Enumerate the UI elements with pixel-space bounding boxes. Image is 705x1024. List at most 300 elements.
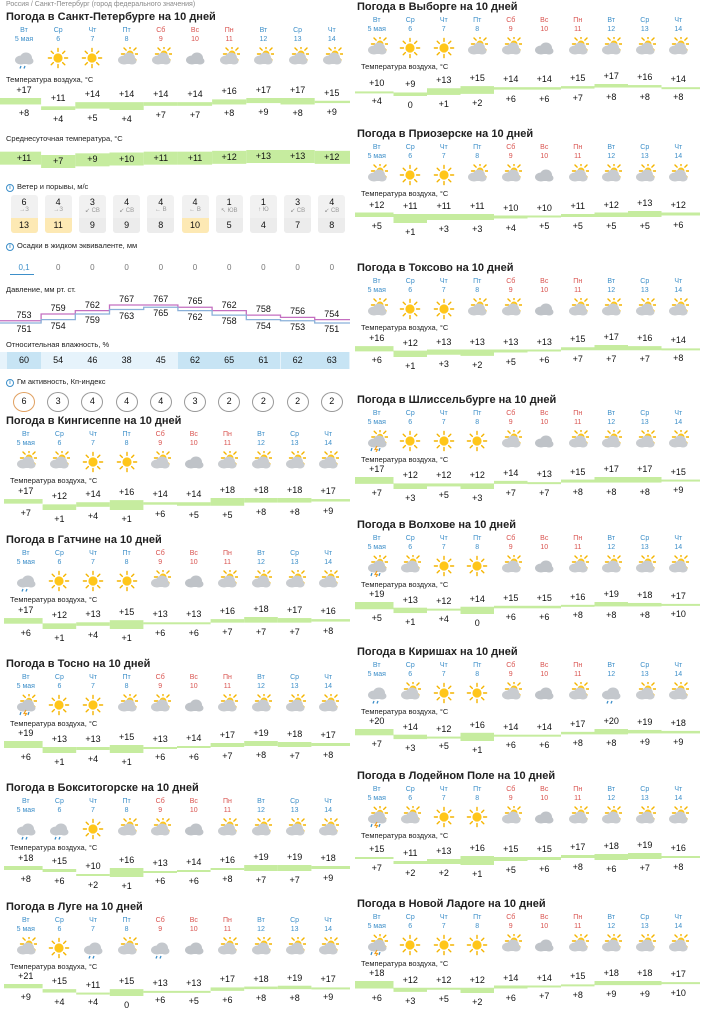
sun-icon[interactable] [48, 570, 70, 592]
day-column-header[interactable] [393, 143, 427, 161]
day-column-header[interactable] [628, 143, 662, 161]
day-column-header[interactable] [628, 409, 662, 427]
info-icon[interactable]: i [6, 243, 14, 251]
sun-icon[interactable] [466, 555, 488, 577]
sun-icon[interactable] [399, 934, 421, 956]
day-column-header[interactable] [460, 785, 494, 803]
sun-icon[interactable] [48, 937, 70, 959]
sun-icon[interactable] [81, 47, 103, 69]
day-column-header[interactable] [212, 26, 246, 44]
partly-cloudy-icon[interactable] [500, 934, 522, 956]
partly-cloudy-icon[interactable] [116, 818, 138, 840]
day-column-header[interactable] [311, 916, 345, 934]
storm-icon[interactable] [15, 694, 37, 716]
rain-cloud-icon[interactable] [82, 937, 104, 959]
day-column-header[interactable] [527, 143, 561, 161]
day-column-header[interactable] [143, 916, 177, 934]
partly-cloudy-icon[interactable] [500, 682, 522, 704]
partly-cloudy-icon[interactable] [399, 555, 421, 577]
day-column-header[interactable] [244, 549, 278, 567]
day-column-header[interactable] [628, 16, 662, 34]
partly-cloudy-icon[interactable] [15, 451, 37, 473]
partly-cloudy-icon[interactable] [600, 806, 622, 828]
day-column-header[interactable] [177, 673, 211, 691]
partly-cloudy-icon[interactable] [567, 298, 589, 320]
partly-cloudy-icon[interactable] [284, 570, 306, 592]
day-column-header[interactable] [628, 913, 662, 931]
partly-cloudy-icon[interactable] [399, 682, 421, 704]
cloud-icon[interactable] [533, 298, 555, 320]
cloud-icon[interactable] [183, 818, 205, 840]
partly-cloudy-icon[interactable] [567, 682, 589, 704]
day-column-header[interactable] [110, 916, 144, 934]
day-column-header[interactable] [360, 16, 394, 34]
geomagnetic-index[interactable]: 4 [150, 392, 172, 412]
day-column-header[interactable] [427, 409, 461, 427]
partly-cloudy-icon[interactable] [216, 937, 238, 959]
wind-cell[interactable] [113, 195, 140, 233]
city-title-link[interactable]: Погода в Киришах на 10 дней [357, 646, 518, 658]
day-column-header[interactable] [278, 673, 312, 691]
day-column-header[interactable] [177, 797, 211, 815]
sun-icon[interactable] [47, 47, 69, 69]
day-column-header[interactable] [393, 277, 427, 295]
city-title-link[interactable]: Погода в Гатчине на 10 дней [6, 534, 162, 546]
day-column-header[interactable] [210, 673, 244, 691]
day-column-header[interactable] [561, 277, 595, 295]
day-column-header[interactable] [76, 430, 110, 448]
partly-cloudy-icon[interactable] [284, 451, 306, 473]
day-column-header[interactable] [427, 785, 461, 803]
sun-icon[interactable] [433, 555, 455, 577]
rain-cloud-icon[interactable] [15, 818, 37, 840]
day-column-header[interactable] [460, 534, 494, 552]
sun-icon[interactable] [433, 806, 455, 828]
day-column-header[interactable] [143, 797, 177, 815]
partly-cloudy-icon[interactable] [317, 937, 339, 959]
partly-cloudy-icon[interactable] [250, 694, 272, 716]
partly-cloudy-icon[interactable] [252, 47, 274, 69]
day-column-header[interactable] [427, 913, 461, 931]
day-column-header[interactable] [360, 661, 394, 679]
partly-cloudy-icon[interactable] [466, 37, 488, 59]
day-column-header[interactable] [9, 797, 43, 815]
partly-cloudy-icon[interactable] [500, 298, 522, 320]
city-title-link[interactable]: Погода в Санкт-Петербурге на 10 дней [6, 11, 216, 23]
rain-cloud-icon[interactable] [149, 937, 171, 959]
day-column-header[interactable] [210, 549, 244, 567]
partly-cloudy-icon[interactable] [634, 164, 656, 186]
partly-cloudy-icon[interactable] [634, 555, 656, 577]
day-column-header[interactable] [360, 913, 394, 931]
rain-cloud-icon[interactable] [600, 682, 622, 704]
day-column-header[interactable] [315, 26, 349, 44]
day-column-header[interactable] [527, 16, 561, 34]
day-column-header[interactable] [393, 913, 427, 931]
rain-cloud-icon[interactable] [48, 818, 70, 840]
sun-icon[interactable] [433, 430, 455, 452]
day-column-header[interactable] [460, 277, 494, 295]
city-title-link[interactable]: Погода в Волхове на 10 дней [357, 519, 516, 531]
day-column-header[interactable] [494, 661, 528, 679]
partly-cloudy-icon[interactable] [317, 694, 339, 716]
day-column-header[interactable] [76, 797, 110, 815]
day-column-header[interactable] [661, 143, 695, 161]
partly-cloudy-icon[interactable] [116, 937, 138, 959]
sun-icon[interactable] [399, 430, 421, 452]
cloud-icon[interactable] [533, 430, 555, 452]
sun-icon[interactable] [433, 682, 455, 704]
day-column-header[interactable] [661, 913, 695, 931]
city-title-link[interactable]: Погода в Кингисеппе на 10 дней [6, 415, 182, 427]
partly-cloudy-icon[interactable] [287, 47, 309, 69]
day-column-header[interactable] [76, 673, 110, 691]
day-column-header[interactable] [527, 785, 561, 803]
breadcrumb[interactable]: Россия / Санкт-Петербург (город федерального значения) [6, 1, 196, 8]
partly-cloudy-icon[interactable] [317, 451, 339, 473]
partly-cloudy-icon[interactable] [634, 430, 656, 452]
city-title-link[interactable]: Погода в Луге на 10 дней [6, 901, 143, 913]
geomagnetic-index[interactable]: 2 [218, 392, 240, 412]
partly-cloudy-icon[interactable] [667, 164, 689, 186]
day-column-header[interactable] [177, 916, 211, 934]
partly-cloudy-icon[interactable] [321, 47, 343, 69]
sun-icon[interactable] [433, 934, 455, 956]
partly-cloudy-icon[interactable] [116, 47, 138, 69]
city-title-link[interactable]: Погода в Новой Ладоге на 10 дней [357, 898, 546, 910]
partly-cloudy-icon[interactable] [667, 682, 689, 704]
day-column-header[interactable] [360, 534, 394, 552]
partly-cloudy-icon[interactable] [317, 818, 339, 840]
day-column-header[interactable] [628, 785, 662, 803]
day-column-header[interactable] [244, 916, 278, 934]
wind-cell[interactable] [45, 195, 72, 233]
day-column-header[interactable] [628, 661, 662, 679]
day-column-header[interactable] [561, 143, 595, 161]
partly-cloudy-icon[interactable] [216, 694, 238, 716]
cloud-icon[interactable] [184, 47, 206, 69]
geomagnetic-index[interactable]: 4 [81, 392, 103, 412]
day-column-header[interactable] [527, 913, 561, 931]
day-column-header[interactable] [561, 785, 595, 803]
day-column-header[interactable] [427, 534, 461, 552]
city-title-link[interactable]: Погода в Тосно на 10 дней [6, 658, 151, 670]
info-icon[interactable]: i [6, 184, 14, 192]
city-title-link[interactable]: Погода в Выборге на 10 дней [357, 1, 518, 13]
partly-cloudy-icon[interactable] [116, 694, 138, 716]
city-title-link[interactable]: Погода в Шлиссельбурге на 10 дней [357, 394, 557, 406]
partly-cloudy-icon[interactable] [250, 818, 272, 840]
day-column-header[interactable] [144, 26, 178, 44]
partly-cloudy-icon[interactable] [284, 937, 306, 959]
partly-cloudy-icon[interactable] [216, 451, 238, 473]
sun-icon[interactable] [82, 451, 104, 473]
partly-cloudy-icon[interactable] [567, 430, 589, 452]
day-column-header[interactable] [594, 16, 628, 34]
storm-icon[interactable] [366, 555, 388, 577]
day-column-header[interactable] [661, 16, 695, 34]
partly-cloudy-icon[interactable] [284, 694, 306, 716]
cloud-icon[interactable] [533, 555, 555, 577]
partly-cloudy-icon[interactable] [600, 555, 622, 577]
day-column-header[interactable] [427, 143, 461, 161]
geomagnetic-index[interactable]: 2 [287, 392, 309, 412]
cloud-icon[interactable] [183, 451, 205, 473]
partly-cloudy-icon[interactable] [567, 934, 589, 956]
day-column-header[interactable] [244, 797, 278, 815]
day-column-header[interactable] [9, 549, 43, 567]
city-title-link[interactable]: Погода в Бокситогорске на 10 дней [6, 782, 199, 794]
day-column-header[interactable] [246, 26, 280, 44]
partly-cloudy-icon[interactable] [250, 937, 272, 959]
day-column-header[interactable] [311, 797, 345, 815]
partly-cloudy-icon[interactable] [250, 451, 272, 473]
rain-cloud-icon[interactable] [13, 47, 35, 69]
cloud-icon[interactable] [533, 806, 555, 828]
day-column-header[interactable] [76, 916, 110, 934]
partly-cloudy-icon[interactable] [634, 37, 656, 59]
day-column-header[interactable] [110, 549, 144, 567]
wind-cell[interactable] [284, 195, 311, 233]
wind-cell[interactable] [216, 195, 243, 233]
day-column-header[interactable] [42, 430, 76, 448]
partly-cloudy-icon[interactable] [500, 806, 522, 828]
day-column-header[interactable] [460, 661, 494, 679]
day-column-header[interactable] [661, 534, 695, 552]
storm-icon[interactable] [366, 430, 388, 452]
day-column-header[interactable] [561, 661, 595, 679]
partly-cloudy-icon[interactable] [667, 430, 689, 452]
partly-cloudy-icon[interactable] [600, 37, 622, 59]
partly-cloudy-icon[interactable] [149, 694, 171, 716]
partly-cloudy-icon[interactable] [216, 818, 238, 840]
info-icon[interactable]: i [6, 379, 14, 387]
day-column-header[interactable] [41, 26, 75, 44]
day-column-header[interactable] [393, 661, 427, 679]
partly-cloudy-icon[interactable] [500, 430, 522, 452]
geomagnetic-index[interactable]: 3 [184, 392, 206, 412]
day-column-header[interactable] [311, 673, 345, 691]
wind-cell[interactable] [79, 195, 106, 233]
day-column-header[interactable] [7, 26, 41, 44]
partly-cloudy-icon[interactable] [149, 451, 171, 473]
wind-cell[interactable] [182, 195, 209, 233]
day-column-header[interactable] [178, 26, 212, 44]
day-column-header[interactable] [527, 277, 561, 295]
partly-cloudy-icon[interactable] [667, 806, 689, 828]
day-column-header[interactable] [527, 661, 561, 679]
day-column-header[interactable] [561, 534, 595, 552]
day-column-header[interactable] [110, 430, 144, 448]
day-column-header[interactable] [661, 661, 695, 679]
partly-cloudy-icon[interactable] [667, 934, 689, 956]
sun-icon[interactable] [116, 451, 138, 473]
day-column-header[interactable] [210, 916, 244, 934]
day-column-header[interactable] [661, 409, 695, 427]
day-column-header[interactable] [494, 534, 528, 552]
day-column-header[interactable] [360, 143, 394, 161]
day-column-header[interactable] [278, 797, 312, 815]
day-column-header[interactable] [460, 409, 494, 427]
day-column-header[interactable] [594, 785, 628, 803]
partly-cloudy-icon[interactable] [634, 934, 656, 956]
geomagnetic-index[interactable]: 6 [13, 392, 35, 412]
cloud-icon[interactable] [533, 682, 555, 704]
partly-cloudy-icon[interactable] [634, 298, 656, 320]
geomagnetic-index[interactable]: 4 [116, 392, 138, 412]
day-column-header[interactable] [75, 26, 109, 44]
day-column-header[interactable] [9, 430, 43, 448]
sun-icon[interactable] [399, 298, 421, 320]
day-column-header[interactable] [244, 673, 278, 691]
rain-cloud-icon[interactable] [15, 570, 37, 592]
day-column-header[interactable] [494, 785, 528, 803]
day-column-header[interactable] [110, 26, 144, 44]
day-column-header[interactable] [661, 785, 695, 803]
partly-cloudy-icon[interactable] [466, 298, 488, 320]
day-column-header[interactable] [278, 549, 312, 567]
day-column-header[interactable] [494, 913, 528, 931]
sun-icon[interactable] [466, 806, 488, 828]
partly-cloudy-icon[interactable] [399, 806, 421, 828]
day-column-header[interactable] [628, 277, 662, 295]
day-column-header[interactable] [393, 16, 427, 34]
day-column-header[interactable] [281, 26, 315, 44]
geomagnetic-index[interactable]: 3 [47, 392, 69, 412]
partly-cloudy-icon[interactable] [500, 555, 522, 577]
day-column-header[interactable] [42, 916, 76, 934]
day-column-header[interactable] [360, 785, 394, 803]
partly-cloudy-icon[interactable] [567, 164, 589, 186]
day-column-header[interactable] [594, 143, 628, 161]
day-column-header[interactable] [527, 534, 561, 552]
day-column-header[interactable] [42, 549, 76, 567]
partly-cloudy-icon[interactable] [634, 682, 656, 704]
day-column-header[interactable] [393, 409, 427, 427]
partly-cloudy-icon[interactable] [250, 570, 272, 592]
wind-cell[interactable] [147, 195, 174, 233]
rain-cloud-icon[interactable] [366, 682, 388, 704]
cloud-icon[interactable] [533, 164, 555, 186]
day-column-header[interactable] [210, 430, 244, 448]
partly-cloudy-icon[interactable] [500, 37, 522, 59]
day-column-header[interactable] [561, 913, 595, 931]
day-column-header[interactable] [460, 143, 494, 161]
day-column-header[interactable] [210, 797, 244, 815]
sun-icon[interactable] [82, 694, 104, 716]
day-column-header[interactable] [360, 277, 394, 295]
partly-cloudy-icon[interactable] [15, 937, 37, 959]
partly-cloudy-icon[interactable] [149, 818, 171, 840]
sun-icon[interactable] [433, 37, 455, 59]
day-column-header[interactable] [427, 16, 461, 34]
partly-cloudy-icon[interactable] [284, 818, 306, 840]
day-column-header[interactable] [427, 277, 461, 295]
day-column-header[interactable] [311, 549, 345, 567]
day-column-header[interactable] [561, 16, 595, 34]
partly-cloudy-icon[interactable] [667, 555, 689, 577]
day-column-header[interactable] [594, 913, 628, 931]
sun-icon[interactable] [466, 682, 488, 704]
sun-icon[interactable] [48, 694, 70, 716]
city-title-link[interactable]: Погода в Лодейном Поле на 10 дней [357, 770, 556, 782]
day-column-header[interactable] [110, 797, 144, 815]
partly-cloudy-icon[interactable] [600, 298, 622, 320]
partly-cloudy-icon[interactable] [366, 37, 388, 59]
day-column-header[interactable] [42, 797, 76, 815]
day-column-header[interactable] [143, 549, 177, 567]
day-column-header[interactable] [393, 785, 427, 803]
partly-cloudy-icon[interactable] [567, 37, 589, 59]
cloud-icon[interactable] [183, 570, 205, 592]
partly-cloudy-icon[interactable] [634, 806, 656, 828]
sun-icon[interactable] [399, 37, 421, 59]
partly-cloudy-icon[interactable] [567, 555, 589, 577]
day-column-header[interactable] [460, 913, 494, 931]
sun-icon[interactable] [399, 164, 421, 186]
day-column-header[interactable] [278, 916, 312, 934]
sun-icon[interactable] [466, 934, 488, 956]
storm-icon[interactable] [366, 806, 388, 828]
sun-icon[interactable] [82, 570, 104, 592]
day-column-header[interactable] [42, 673, 76, 691]
partly-cloudy-icon[interactable] [667, 37, 689, 59]
day-column-header[interactable] [9, 916, 43, 934]
day-column-header[interactable] [360, 409, 394, 427]
day-column-header[interactable] [244, 430, 278, 448]
day-column-header[interactable] [494, 16, 528, 34]
partly-cloudy-icon[interactable] [366, 298, 388, 320]
day-column-header[interactable] [76, 549, 110, 567]
partly-cloudy-icon[interactable] [366, 164, 388, 186]
day-column-header[interactable] [278, 430, 312, 448]
day-column-header[interactable] [494, 143, 528, 161]
day-column-header[interactable] [494, 409, 528, 427]
city-title-link[interactable]: Погода в Токсово на 10 дней [357, 262, 514, 274]
cloud-icon[interactable] [533, 37, 555, 59]
day-column-header[interactable] [594, 534, 628, 552]
sun-icon[interactable] [82, 818, 104, 840]
partly-cloudy-icon[interactable] [600, 164, 622, 186]
partly-cloudy-icon[interactable] [667, 298, 689, 320]
wind-cell[interactable] [250, 195, 277, 233]
partly-cloudy-icon[interactable] [317, 570, 339, 592]
partly-cloudy-icon[interactable] [600, 934, 622, 956]
wind-cell[interactable] [11, 195, 38, 233]
partly-cloudy-icon[interactable] [218, 47, 240, 69]
day-column-header[interactable] [311, 430, 345, 448]
day-column-header[interactable] [177, 549, 211, 567]
day-column-header[interactable] [594, 409, 628, 427]
sun-icon[interactable] [433, 164, 455, 186]
day-column-header[interactable] [494, 277, 528, 295]
day-column-header[interactable] [110, 673, 144, 691]
wind-cell[interactable] [318, 195, 345, 233]
cloud-icon[interactable] [533, 934, 555, 956]
partly-cloudy-icon[interactable] [48, 451, 70, 473]
day-column-header[interactable] [561, 409, 595, 427]
partly-cloudy-icon[interactable] [466, 164, 488, 186]
day-column-header[interactable] [393, 534, 427, 552]
day-column-header[interactable] [427, 661, 461, 679]
partly-cloudy-icon[interactable] [600, 430, 622, 452]
day-column-header[interactable] [460, 16, 494, 34]
partly-cloudy-icon[interactable] [150, 47, 172, 69]
sun-icon[interactable] [116, 570, 138, 592]
day-column-header[interactable] [143, 430, 177, 448]
day-column-header[interactable] [177, 430, 211, 448]
storm-icon[interactable] [366, 934, 388, 956]
